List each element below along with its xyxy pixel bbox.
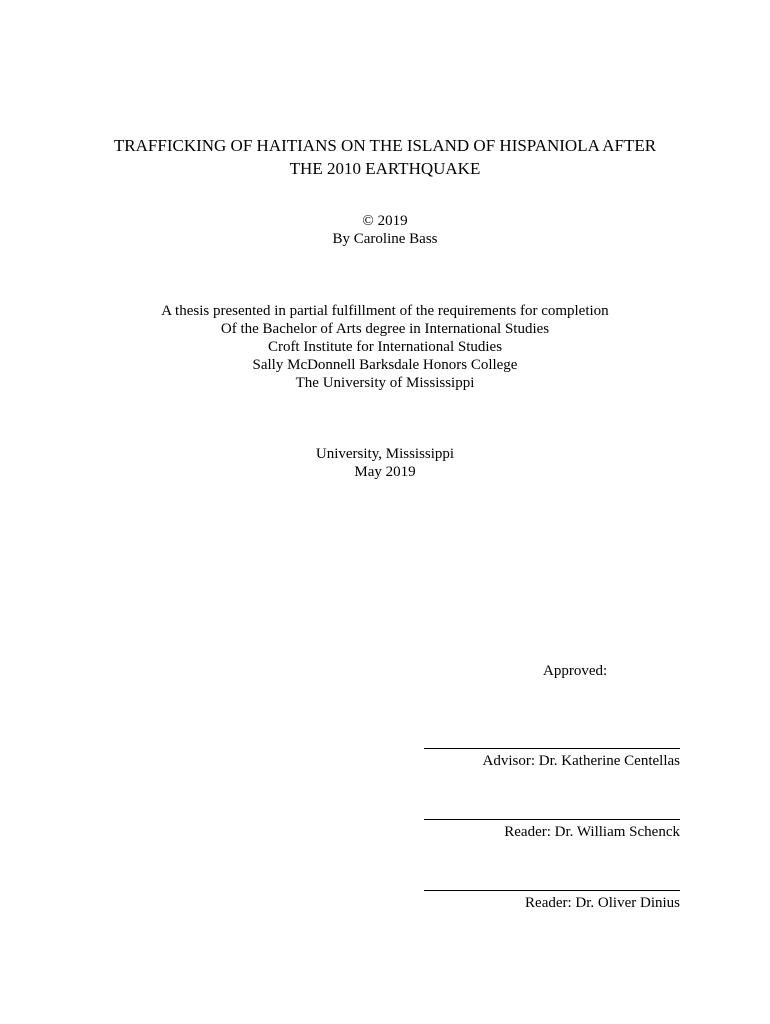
advisor-signature-block: [424, 748, 680, 770]
signature-line: [424, 890, 680, 891]
signature-line: [424, 819, 680, 820]
approved-label: Approved:: [543, 663, 608, 679]
advisor-label: Advisor: Dr. Katherine Centellas: [482, 753, 680, 769]
author-line: By Caroline Bass: [332, 231, 438, 247]
signature-line: [424, 748, 680, 749]
reader-1-label: Reader: Dr. William Schenck: [504, 824, 680, 840]
statement-line: The University of Mississippi: [295, 375, 475, 391]
statement-line: Sally McDonnell Barksdale Honors College: [252, 357, 518, 373]
thesis-title-line-1: TRAFFICKING OF HAITIANS ON THE ISLAND OF HISPANIOLA AFTER: [113, 136, 657, 155]
reader-1-signature-block: [424, 819, 680, 841]
thesis-statement: [0, 302, 770, 392]
copyright-block: [0, 212, 770, 248]
reader-2-label: Reader: Dr. Oliver Dinius: [525, 895, 680, 911]
copyright-year: © 2019: [362, 213, 408, 229]
reader-2-signature-block: [424, 890, 680, 912]
statement-line: A thesis presented in partial fulfillment of the requirements for completion: [161, 303, 609, 319]
date-line: May 2019: [354, 464, 416, 480]
thesis-title-line-2: THE 2010 EARTHQUAKE: [289, 159, 481, 178]
thesis-title: [0, 134, 770, 180]
statement-line: Of the Bachelor of Arts degree in International Studies: [220, 321, 550, 337]
statement-line: Croft Institute for International Studies: [267, 339, 503, 355]
place-date-block: [0, 445, 770, 481]
place-line: University, Mississippi: [315, 446, 455, 462]
